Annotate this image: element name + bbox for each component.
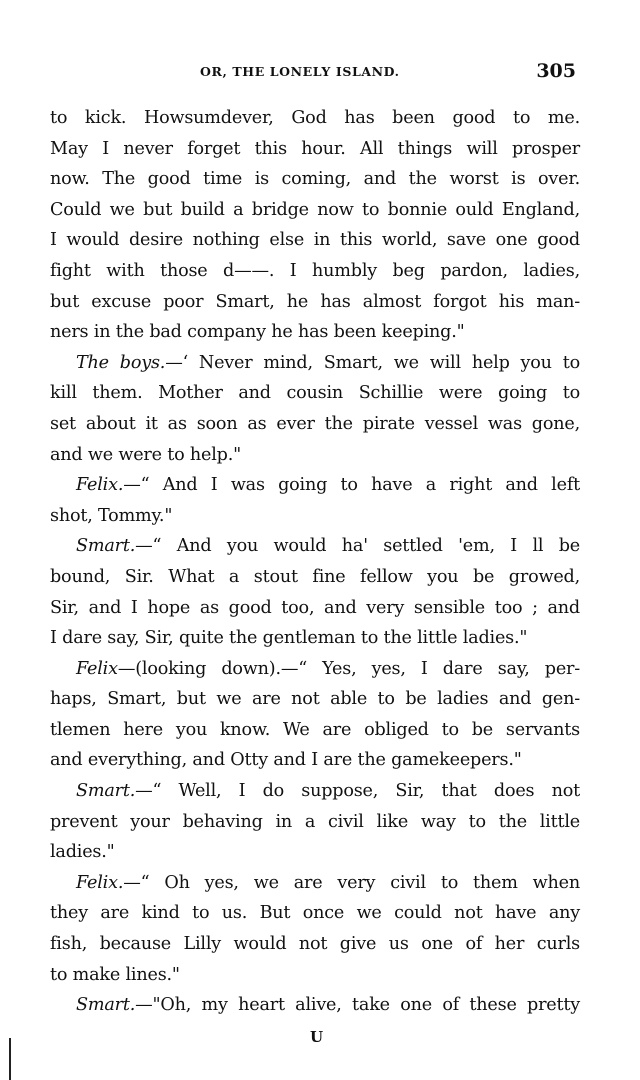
text-line bbox=[50, 745, 580, 776]
speaker-name: Smart. bbox=[76, 781, 136, 802]
text-line bbox=[50, 960, 580, 991]
text-line bbox=[50, 256, 580, 287]
text-line bbox=[50, 348, 580, 379]
line-text: fight with those d——. I humbly beg pardon, ladies, bbox=[50, 260, 580, 281]
text-line bbox=[50, 990, 580, 1021]
running-head bbox=[50, 60, 580, 88]
line-text: kill them. Mother and cousin Schillie were going to bbox=[50, 383, 580, 404]
line-text: but excuse poor Smart, he has almost forgot his man- bbox=[50, 291, 580, 312]
text-line bbox=[50, 287, 580, 318]
text-line bbox=[50, 195, 580, 226]
line-text: ladies." bbox=[50, 842, 115, 863]
speaker-name: The boys. bbox=[76, 352, 166, 373]
text-line bbox=[50, 531, 580, 562]
line-text: —"Oh, my heart alive, take one of these pretty bbox=[135, 995, 580, 1016]
text-line bbox=[50, 715, 580, 746]
text-line bbox=[50, 837, 580, 868]
text-line bbox=[50, 776, 580, 807]
line-text: —“ Well, I do suppose, Sir, that does not bbox=[135, 781, 580, 802]
line-text: I would desire nothing else in this world, save one good bbox=[50, 230, 580, 251]
line-text: —(looking down).—“ Yes, yes, I dare say, per- bbox=[117, 658, 580, 679]
speaker-name: Smart. bbox=[76, 536, 136, 557]
text-line bbox=[50, 868, 580, 899]
line-text: Sir, and I hope as good too, and very sensible too ; and bbox=[50, 597, 580, 618]
line-text: and everything, and Otty and I are the gamekeepers." bbox=[50, 750, 522, 771]
line-text: —“ Oh yes, we are very civil to them when bbox=[123, 872, 580, 893]
line-text: to make lines." bbox=[50, 964, 180, 985]
line-text: now. The good time is coming, and the worst is over. bbox=[50, 169, 580, 190]
line-text: shot, Tommy." bbox=[50, 505, 173, 526]
text-line bbox=[50, 593, 580, 624]
line-text: bound, Sir. What a stout fine fellow you be growed, bbox=[50, 566, 580, 587]
line-text: and we were to help." bbox=[50, 444, 241, 465]
line-text: prevent your behaving in a civil like way to the little bbox=[50, 811, 580, 832]
line-text: set about it as soon as ever the pirate vessel was gone, bbox=[50, 413, 580, 434]
text-line bbox=[50, 440, 580, 471]
page-number: 305 bbox=[536, 60, 576, 82]
line-text: fish, because Lilly would not give us one of her curls bbox=[50, 934, 580, 955]
text-line bbox=[50, 684, 580, 715]
text-line bbox=[50, 654, 580, 685]
speaker-name: Felix bbox=[76, 658, 118, 679]
line-text: ners in the bad company he has been keeping." bbox=[50, 322, 465, 343]
speaker-name: Felix. bbox=[76, 872, 124, 893]
text-line bbox=[50, 409, 580, 440]
line-text: Could we but build a bridge now to bonnie ould England, bbox=[50, 199, 580, 220]
line-text: —‘ Never mind, Smart, we will help you to bbox=[165, 352, 580, 373]
text-line bbox=[50, 929, 580, 960]
running-title: OR, THE LONELY ISLAND. bbox=[200, 64, 400, 79]
speaker-name: Felix. bbox=[76, 475, 124, 496]
body-text bbox=[50, 103, 580, 1021]
text-line bbox=[50, 134, 580, 165]
line-text: —“ And you would ha' settled 'em, I ll be bbox=[135, 536, 580, 557]
line-text: —“ And I was going to have a right and left bbox=[123, 475, 580, 496]
line-text: tlemen here you know. We are obliged to be servants bbox=[50, 719, 580, 740]
text-line bbox=[50, 501, 580, 532]
line-text: I dare say, Sir, quite the gentleman to the little ladies." bbox=[50, 628, 528, 649]
text-line bbox=[50, 470, 580, 501]
signature-mark: U bbox=[310, 1028, 324, 1046]
text-line bbox=[50, 317, 580, 348]
line-text: they are kind to us. But once we could not have any bbox=[50, 903, 580, 924]
text-line bbox=[50, 623, 580, 654]
text-line bbox=[50, 562, 580, 593]
text-line bbox=[50, 103, 580, 134]
text-line bbox=[50, 378, 580, 409]
speaker-name: Smart. bbox=[76, 995, 136, 1016]
text-line bbox=[50, 898, 580, 929]
text-line bbox=[50, 225, 580, 256]
margin-rule bbox=[9, 1038, 11, 1080]
text-line bbox=[50, 164, 580, 195]
line-text: May I never forget this hour. All things will prosper bbox=[50, 138, 580, 159]
line-text: to kick. Howsumdever, God has been good to me. bbox=[50, 108, 580, 128]
line-text: haps, Smart, but we are not able to be ladies and gen- bbox=[50, 689, 580, 710]
text-line bbox=[50, 807, 580, 838]
